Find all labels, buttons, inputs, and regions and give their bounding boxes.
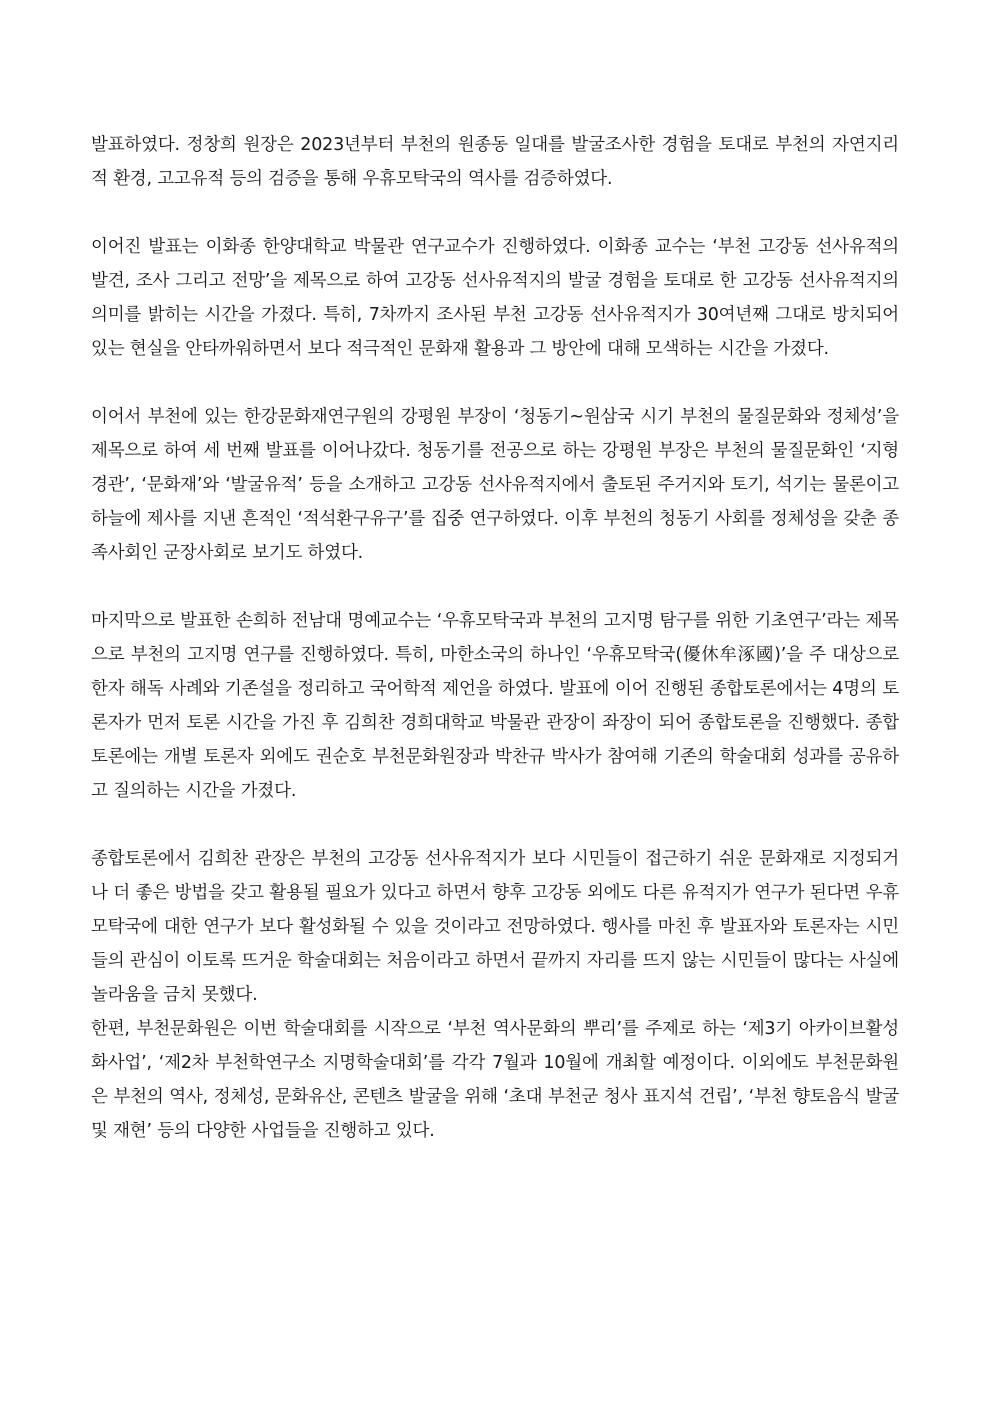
document-body (91, 128, 899, 1148)
paragraph-son-heeha: 마지막으로 발표한 손희하 전남대 명예교수는 ‘우휴모탁국과 부천의 고지명 탐구를 위한 기초연구’라는 제목으로 부천의 고지명 연구를 진행하였다. 특히, 마한소국의 하나인 ‘우휴모탁국(優休牟涿國)’을 주 대상으로 한자 해독 사례와 기존설을 정리하고 국어학적 제언을 하였다. 발표에 이어 진행된 종합토론에서는 4명의 토론자가 먼저 토론 시간을 가진 후 김희찬 경희대학교 박물관 관장이 좌장이 되어 종합토론을 진행했다. 종합토론에는 개별 토론자 외에도 권순호 부천문화원장과 박찬규 박사가 참여해 기존의 학술대회 성과를 공유하고 질의하는 시간을 가졌다. (91, 611, 899, 801)
paragraph-kang-pyeongwon: 이어서 부천에 있는 한강문화재연구원의 강평원 부장이 ‘청동기~원삼국 시기 부천의 물질문화와 정체성’을 제목으로 하여 세 번째 발표를 이어나갔다. 청동기를 전공으로 하는 강평원 부장은 부천의 물질문화인 ‘지형 경관’, ‘문화재’와 ‘발굴유적’ 등을 소개하고 고강동 선사유적지에서 출토된 주거지와 토기, 석기는 물론이고 하늘에 제사를 지낸 흔적인 ‘적석환구유구’를 집중 연구하였다. 이후 부천의 청동기 사회를 정체성을 갖춘 종족사회인 군장사회로 보기도 하였다. (91, 407, 899, 563)
paragraph-general-discussion: 종합토론에서 김희찬 관장은 부천의 고강동 선사유적지가 보다 시민들이 접근하기 쉬운 문화재로 지정되거나 더 좋은 방법을 갖고 활용될 필요가 있다고 하면서 향후 고강동 외에도 다른 유적지가 연구가 된다면 우휴모탁국에 대한 연구가 보다 활성화될 수 있을 것이라고 전망하였다. 행사를 마친 후 발표자와 토론자는 시민들의 관심이 이토록 뜨거운 학술대회는 처음이라고 하면서 끝까지 자리를 뜨지 않는 시민들이 많다는 사실에 놀라움을 금치 못했다. (91, 849, 899, 1005)
paragraph-intro-conclusion: 발표하였다. 정창희 원장은 2023년부터 부천의 원종동 일대를 발굴조사한 경험을 토대로 부천의 자연지리적 환경, 고고유적 등의 검증을 통해 우휴모탁국의 역사를 검증하였다. (91, 135, 899, 189)
paragraph-future-plans: 한편, 부천문화원은 이번 학술대회를 시작으로 ‘부천 역사문화의 뿌리’를 주제로 하는 ‘제3기 아카이브활성화사업’, ‘제2차 부천학연구소 지명학술대회’를 각각 7월과 10월에 개최할 예정이다. 이외에도 부천문화원은 부천의 역사, 정체성, 문화유산, 콘텐츠 발굴을 위해 ‘초대 부천군 청사 표지석 건립’, ‘부천 향토음식 발굴 및 재현’ 등의 다양한 사업들을 진행하고 있다. (91, 1019, 899, 1141)
paragraph-lee-hwajong: 이어진 발표는 이화종 한양대학교 박물관 연구교수가 진행하였다. 이화종 교수는 ‘부천 고강동 선사유적의 발견, 조사 그리고 전망’을 제목으로 하여 고강동 선사유적지의 발굴 경험을 토대로 한 고강동 선사유적지의 의미를 밝히는 시간을 가졌다. 특히, 7차까지 조사된 부천 고강동 선사유적지가 30여년째 그대로 방치되어 있는 현실을 안타까워하면서 보다 적극적인 문화재 활용과 그 방안에 대해 모색하는 시간을 가졌다. (91, 237, 899, 359)
